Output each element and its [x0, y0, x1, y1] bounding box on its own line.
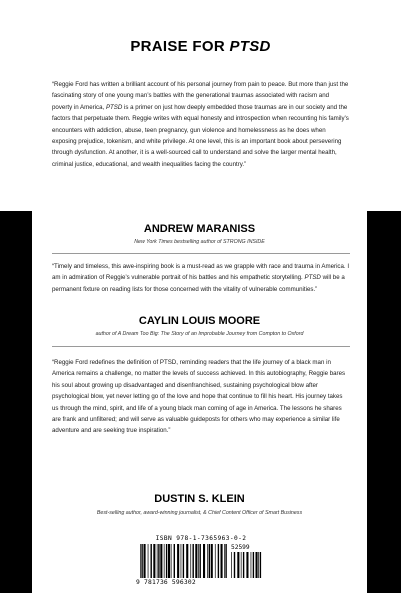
barcode-stripe	[243, 552, 244, 578]
price-code: 52599	[231, 544, 250, 551]
endorser-name: ANDREW MARANISS	[143, 223, 256, 235]
barcode-stripe	[174, 544, 175, 578]
barcode-stripe	[193, 544, 194, 578]
quote-text-part: “Timely and timeless, this awe-inspiring book is a must-read as we grapple with race and trauma in America. I am in admiration of Reggie’s vulnerable portrait of his battles and his empathetic storytelling.	[52, 263, 350, 282]
barcode-stripe	[258, 552, 259, 578]
barcode-stripe	[200, 544, 201, 578]
barcode-stripe	[141, 544, 142, 578]
barcode-stripe	[153, 544, 155, 578]
barcode-stripe	[177, 544, 179, 578]
barcode-stripe	[203, 544, 205, 578]
quote-text-part: is a primer on just how deeply embedded those traumas are in our society and the factors that perpetuate them. Reggie writes with equal honesty and introspection when recounting his family’s encounters with addiction, abuse, teen pregnancy, gun violence and homelessness as he does when exposing prejudice, tokenism, and white privilege. At one level, this is an important book about persevering through dysfunction. At another, it is a well-sourced call to understand and solve the larger mental health, criminal justice, educational, and wealth inequalities facing the country.”	[52, 103, 349, 168]
barcode-stripe	[164, 544, 165, 578]
divider	[52, 346, 350, 347]
barcode-stripe	[221, 544, 223, 578]
quote-text-part: will be a permanent fixture on reading lists for those concerned with the vitality of vulnerable communities.”	[52, 274, 345, 293]
quote-text	[52, 357, 350, 437]
barcode-stripe	[190, 544, 191, 578]
isbn-text: ISBN 978-1-7365963-0-2	[155, 535, 247, 542]
endorser-credit: Best-selling author, award-winning journalist, & Chief Content Officer of Smart Business	[96, 510, 303, 516]
page-heading	[0, 38, 401, 55]
barcode-stripe	[209, 544, 210, 578]
barcode-stripe	[160, 544, 162, 578]
ean-barcode	[140, 544, 228, 578]
barcode-stripe	[158, 544, 159, 578]
ean-digits: 9 781736 596302	[136, 579, 196, 586]
quote-book-title: PTSD	[105, 103, 123, 111]
barcode-stripe	[234, 552, 235, 578]
barcode-stripe	[166, 544, 167, 578]
barcode-stripe	[260, 552, 261, 578]
barcode-stripe	[211, 544, 213, 578]
barcode-stripe	[251, 552, 252, 578]
quote-text-part: “Reggie Ford redefines the definition of PTSD, reminding readers that the life journey of a black man in America remains a challenge, no matter the levels of success achieved. In this autobiography, Reggie bares his soul about growing up disadvantaged and disenfranchised, sustaining psychological blow after psychological blow, yet never letting go of the love and hope that continue to fill his heart. His journey takes us through the mind, spirit, and life of a young black man coming of age in America. The lessons he shares are frank and unfiltered; and will serve as valuable guideposts for others who may experience a similar life adventure and are seeking true inspiration.”	[52, 359, 346, 435]
barcode-stripe	[171, 544, 172, 578]
barcode-stripe	[253, 552, 254, 578]
barcode-stripe	[246, 552, 248, 578]
barcode-stripe	[241, 552, 242, 578]
barcode-stripe	[225, 544, 226, 578]
barcode-stripe	[218, 544, 219, 578]
barcode-stripe	[237, 552, 239, 578]
barcode-stripe	[198, 544, 199, 578]
quote-text-part: “Reggie Ford has written a brilliant account of his personal journey from pain to peace. But more than just the fascinating story of one young man’s battles with the generational traumas associated with racism and poverty in America,	[52, 81, 349, 111]
barcode-stripe	[151, 544, 152, 578]
endorser-name: DUSTIN S. KLEIN	[154, 493, 245, 505]
heading-title: PTSD	[229, 38, 271, 55]
barcode-stripe	[207, 544, 208, 578]
barcode-stripe	[181, 544, 182, 578]
barcode-stripe	[195, 544, 197, 578]
divider	[52, 253, 350, 254]
endorser-credit: author of A Dream Too Big: The Story of an Improbable Journey from Compton to Oxford	[95, 331, 304, 337]
endorser-name: CAYLIN LOUIS MOORE	[138, 315, 261, 327]
barcode-stripe	[256, 552, 258, 578]
barcode-stripe	[157, 544, 158, 578]
quote-book-title: PTSD	[304, 274, 321, 282]
barcode-stripe	[231, 552, 232, 578]
quote-text	[52, 261, 350, 295]
heading-prefix: PRAISE FOR	[130, 38, 230, 55]
barcode-stripe	[224, 544, 225, 578]
barcode-stripe	[183, 544, 184, 578]
barcode-stripe	[168, 544, 170, 578]
barcode-stripe	[144, 544, 146, 578]
barcode-stripe	[186, 544, 188, 578]
endorser-credit: New York Times bestselling author of STRONG INSIDE	[134, 239, 265, 245]
price-barcode	[231, 552, 263, 578]
quote-text	[52, 79, 350, 170]
barcode-stripe	[140, 544, 141, 578]
barcode-stripe	[215, 544, 216, 578]
barcode-stripe	[148, 544, 149, 578]
